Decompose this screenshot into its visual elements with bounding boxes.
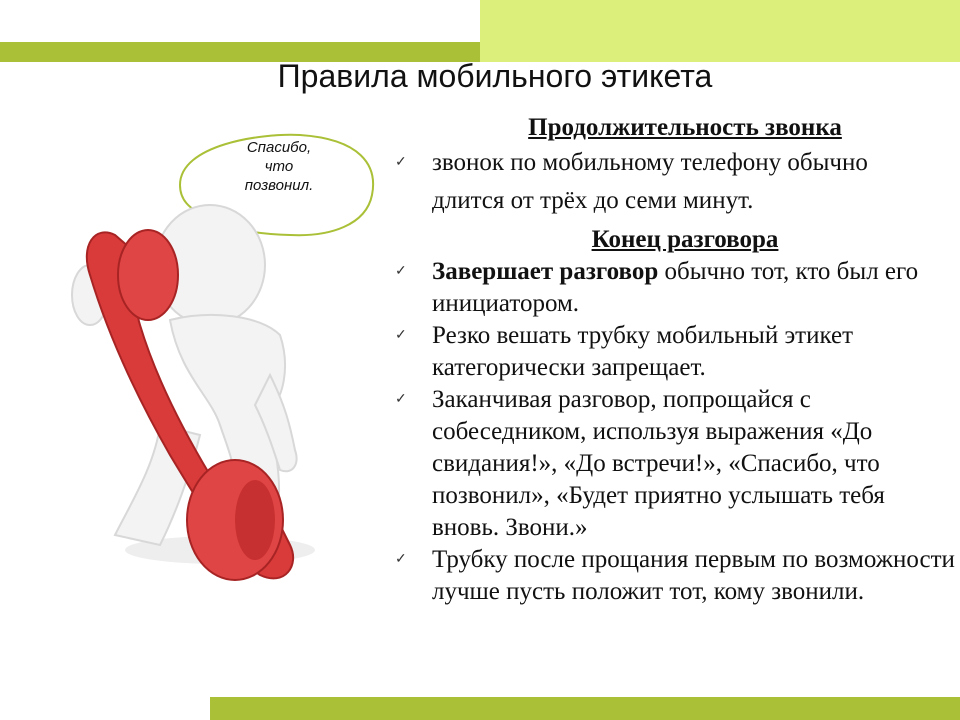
list-item-text: звонок по мобильному телефону обычно длится от трёх до семи минут. [432, 149, 868, 214]
bubble-line-3: позвонил. [244, 177, 314, 194]
bubble-line-2: что [264, 158, 294, 175]
checkmark-icon: ✓ [395, 155, 407, 170]
bottom-accent-bar [210, 697, 960, 720]
list-item [395, 144, 955, 220]
checkmark-icon: ✓ [395, 552, 407, 567]
slide-content [395, 112, 955, 608]
checkmark-icon: ✓ [395, 264, 407, 279]
list-item [395, 320, 955, 384]
end-of-call-list [395, 256, 955, 608]
section-heading-duration: Продолжительность звонка [528, 114, 842, 141]
list-item-text: Трубку после прощания первым по возможности лучше пусть положит тот, кому звонили. [432, 546, 955, 605]
list-item [395, 256, 955, 320]
list-item-text: Завершает разговор обычно тот, кто был его инициатором. [432, 258, 919, 317]
list-item-text: Резко вешать трубку мобильный этикет категорически запрещает. [432, 322, 854, 381]
list-item-text: Заканчивая разговор, попрощайся с собеседником, используя выражения «До свидания!», «До встречи!», «Спасибо, что позвонил», «Будет приятно услышать тебя вновь. Звони.» [432, 386, 885, 541]
slide-title: Правила мобильного этикета [277, 58, 713, 94]
duration-list [395, 144, 955, 220]
checkmark-icon: ✓ [395, 392, 407, 407]
top-accent-bar-light [480, 0, 960, 62]
section-heading-end-of-call: Конец разговора [591, 226, 779, 253]
bubble-line-1: Спасибо, [246, 139, 312, 156]
checkmark-icon: ✓ [395, 328, 407, 343]
speech-bubble-text [224, 138, 334, 195]
list-item [395, 384, 955, 544]
list-item [395, 544, 955, 608]
